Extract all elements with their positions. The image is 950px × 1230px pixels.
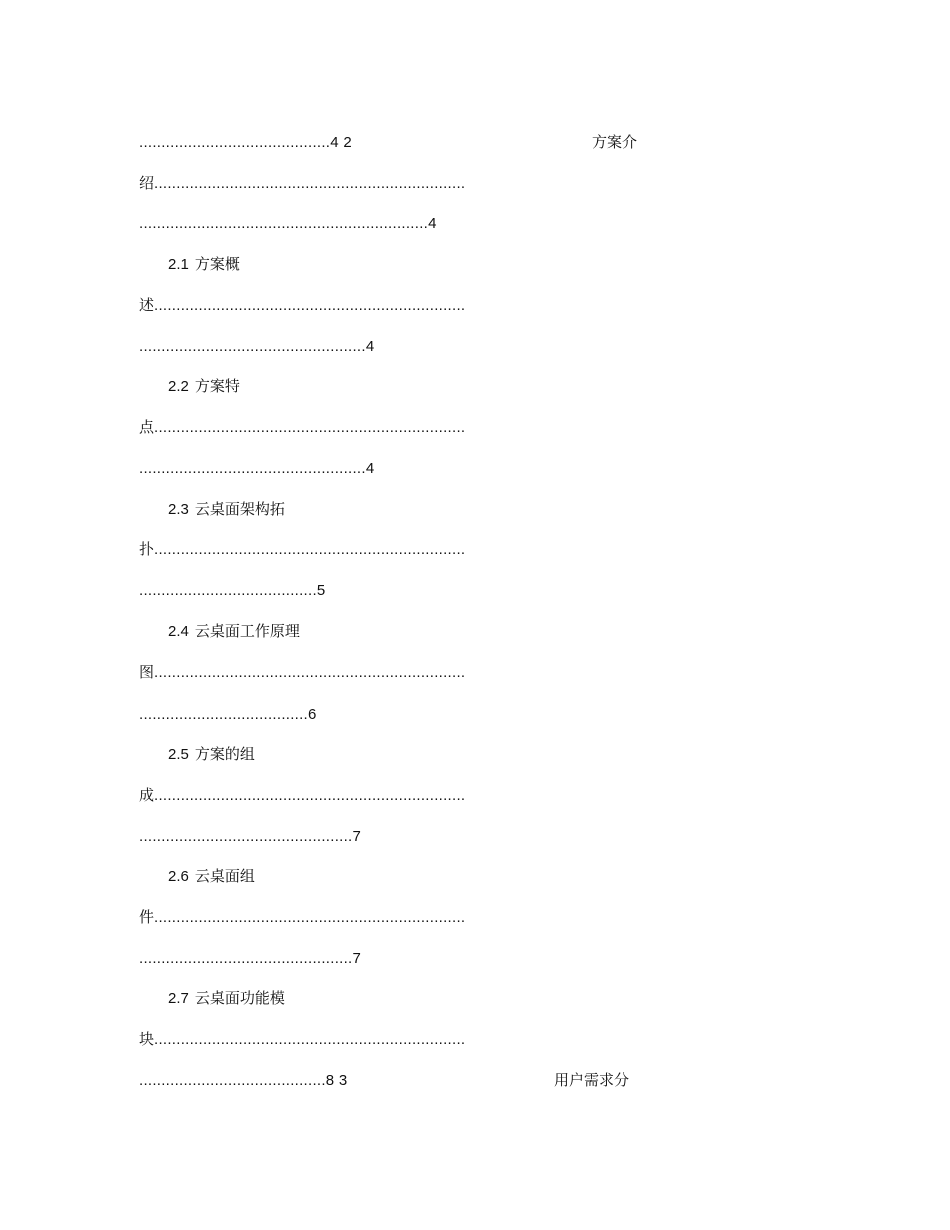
toc-title-tail: 件 [139, 908, 155, 926]
toc-section-number: 2 [343, 134, 352, 151]
toc-title-tail: 扑 [139, 540, 155, 558]
toc-title-tail: 成 [139, 786, 155, 804]
toc-row [139, 785, 465, 806]
toc-leader-dots: ...................................... [139, 706, 309, 723]
toc-leader-dots: ................................................... [139, 338, 366, 355]
toc-section-title: 云桌面功能模 [194, 989, 285, 1007]
toc-page-number: 7 [352, 828, 361, 845]
toc-leader-dots: ........................................ [139, 582, 317, 599]
toc-section-number: 2.5 [168, 746, 189, 763]
toc-title-tail: 述 [139, 296, 155, 314]
toc-row [139, 948, 361, 969]
toc-row [139, 336, 374, 357]
toc-row [139, 826, 361, 847]
toc-page-number: 8 [325, 1072, 335, 1089]
toc-row [139, 173, 465, 194]
toc-row [139, 458, 374, 479]
toc-page-number: 4 [330, 134, 339, 151]
toc-leader-dots: ................................................ [139, 950, 353, 967]
toc-row [139, 295, 465, 316]
toc-leader-dots: ................................................................. [139, 215, 429, 232]
toc-title-tail: 绍 [139, 174, 155, 192]
toc-entry-heading [168, 499, 285, 520]
toc-entry-heading [168, 621, 300, 642]
toc-section-number: 2.6 [168, 868, 189, 885]
toc-page-number: 6 [308, 706, 317, 723]
toc-section-title: 方案的组 [194, 745, 255, 763]
toc-leader-dots: ...................................................................... [154, 297, 466, 314]
toc-title-tail: 块 [139, 1030, 155, 1048]
toc-row [139, 213, 436, 234]
toc-leader-dots: ...................................................................... [154, 175, 466, 192]
toc-row [139, 1029, 465, 1050]
toc-page-number: 5 [316, 582, 326, 599]
toc-title-tail: 图 [139, 663, 155, 681]
toc-leader-dots: ...................................................................... [154, 909, 466, 926]
toc-section-number: 2.7 [168, 990, 189, 1007]
toc-section-title: 云桌面架构拓 [194, 500, 285, 518]
toc-section-number: 3 [338, 1072, 348, 1089]
toc-section-title: 云桌面工作原理 [194, 622, 300, 640]
toc-section-title: 云桌面组 [194, 867, 255, 885]
toc-leader-dots: ...................................................................... [154, 541, 466, 558]
toc-entry-heading [168, 744, 255, 765]
toc-section-title: 方案介 [592, 133, 638, 151]
toc-section-title: 用户需求分 [554, 1071, 630, 1089]
toc-page-number: 4 [365, 338, 375, 355]
toc-leader-dots: ...................................................................... [154, 419, 466, 436]
toc-section-number: 2.3 [168, 501, 189, 518]
toc-section-title: 方案特 [194, 377, 240, 395]
toc-section-number: 2.1 [168, 256, 189, 273]
toc-row [139, 662, 465, 683]
toc-leader-dots: .......................................... [139, 1072, 326, 1089]
toc-entry-heading [168, 254, 240, 275]
toc-leader-dots: ................................................... [139, 460, 366, 477]
toc-row [139, 132, 352, 153]
toc-row [139, 907, 465, 928]
toc-row [139, 539, 465, 560]
toc-leader-dots: ................................................ [139, 828, 353, 845]
toc-entry-heading [168, 866, 255, 887]
toc-row [139, 1070, 347, 1091]
toc-section-number: 2.2 [168, 378, 189, 395]
toc-title-tail: 点 [139, 418, 155, 436]
toc-page-number: 4 [365, 460, 375, 477]
toc-entry-heading [168, 988, 285, 1009]
toc-entry-heading [168, 376, 240, 397]
toc-section-number: 2.4 [168, 623, 189, 640]
toc-page-number: 7 [352, 950, 361, 967]
toc-row [139, 417, 465, 438]
toc-leader-dots: ...................................................................... [154, 1031, 466, 1048]
toc-leader-dots: ...................................................................... [154, 664, 466, 681]
toc-row [139, 580, 325, 601]
toc-leader-dots: ........................................... [139, 134, 331, 151]
toc-page-number: 4 [428, 215, 437, 232]
toc-section-title: 方案概 [194, 255, 240, 273]
toc-leader-dots: ...................................................................... [154, 787, 466, 804]
toc-row [139, 704, 316, 725]
